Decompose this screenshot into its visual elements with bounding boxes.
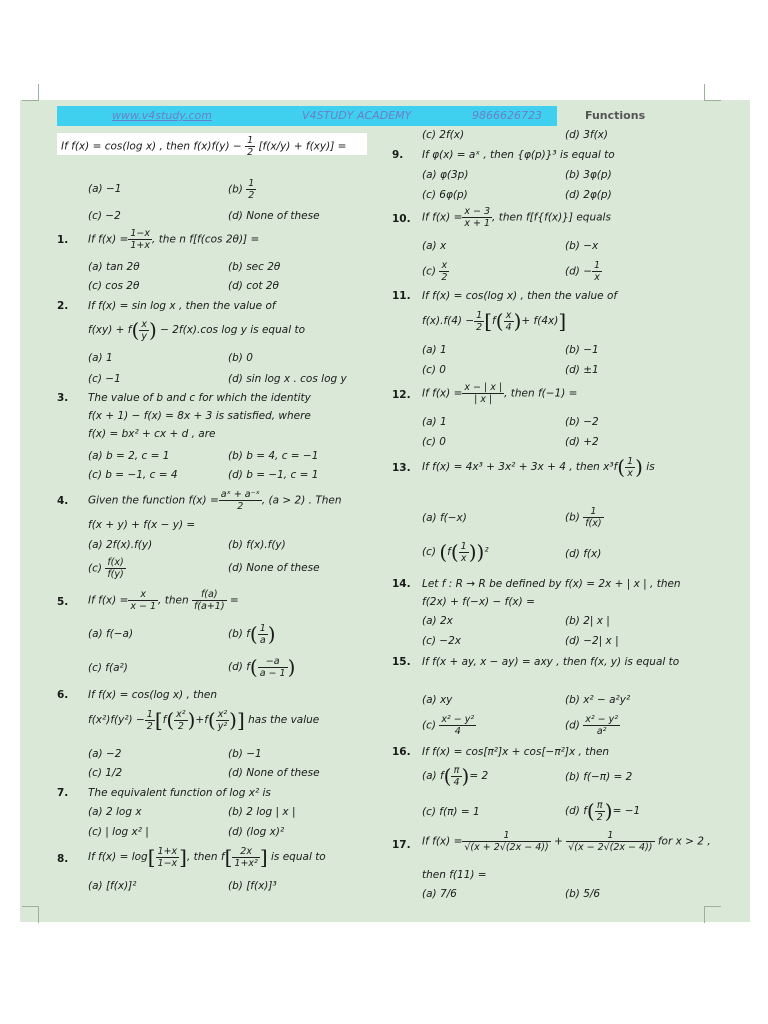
option-d[interactable]: (d) 2φ(p)	[565, 189, 612, 201]
option-c[interactable]: (c) −1	[88, 373, 121, 385]
phone-number: 9866626723	[472, 109, 542, 122]
option-c[interactable]: (c) −2	[88, 210, 121, 222]
question-3-line2: f(x + 1) − f(x) = 8x + 3 is satisfied, where	[88, 410, 311, 422]
option-b[interactable]: (b) −x	[565, 240, 599, 252]
question-5: If f(x) = $\frac{x}{x - 1}$ , then $\frac{f(a)}{f(a+1)}$ =	[88, 589, 239, 612]
academy-name: V4STUDY ACADEMY	[302, 109, 412, 122]
question-11: If f(x) = cos(log x) , then the value of	[422, 290, 618, 302]
question-9: If φ(x) = aˣ , then {φ(p)}³ is equal to	[422, 149, 615, 161]
option-d[interactable]: (d) (log x)²	[228, 826, 285, 838]
question-12: If f(x) = $\frac{x - | x |}{| x |}$ , then f(−1) =	[422, 382, 578, 405]
option-c[interactable]: (c) f(π) = 1	[422, 806, 480, 818]
question-number: 11.	[392, 290, 411, 302]
question-6: If f(x) = cos(log x) , then	[88, 689, 218, 701]
option-b[interactable]: (b) 2 log | x |	[228, 806, 296, 818]
question-3: The value of b and c for which the identity	[88, 392, 311, 404]
option-b[interactable]: (b) x² − a²y²	[565, 694, 631, 706]
question-8: If f(x) = log[ $\frac{1+x}{1-x}$ ], then f[ $\frac{2x}{\text{1+x²}}$ ] is equal to	[88, 845, 326, 869]
option-c[interactable]: (c) | log x² |	[88, 826, 149, 838]
question-number: 5.	[57, 596, 69, 608]
option-d[interactable]: (d) $\frac{\text{x² − y²}}{\text{a²}}$	[565, 714, 619, 737]
option-a[interactable]: (a) −2	[88, 748, 122, 760]
question-13: If f(x) = 4x³ + 3x² + 3x + 4 , then x³f( $\frac{1}{x}$ ) is	[422, 455, 655, 479]
option-d[interactable]: (d) sin log x . cos log y	[228, 373, 347, 385]
option-c[interactable]: (c) −2x	[422, 635, 461, 647]
option-a[interactable]: (a) 2f(x).f(y)	[88, 539, 153, 551]
question-number: 17.	[392, 839, 411, 851]
question-15: If f(x + ay, x − ay) = axy , then f(x, y) is equal to	[422, 656, 680, 668]
option-a[interactable]: (a) tan 2θ	[88, 261, 140, 273]
option-b[interactable]: (b) −1	[228, 748, 262, 760]
question-4: Given the function f(x) = $\frac{\text{aˣ + a⁻ˣ}}{2}$ , (a > 2) . Then	[88, 489, 342, 512]
question-number: 14.	[392, 578, 411, 590]
question-number: 3.	[57, 392, 69, 404]
question-6-line2: f(x²)f(y²) − $\frac{1}{2}$ [f( $\frac{\text{x²}}{2}$ )+f( $\frac{\text{x²}}{\text{y²}}$ )] has the value	[88, 708, 320, 732]
crop-mark	[22, 906, 39, 923]
option-c[interactable]: (c) $\frac{f(x)}{f(y)}$	[88, 557, 124, 580]
option-d[interactable]: (d) ±1	[565, 364, 599, 376]
option-b[interactable]: (b) f(−π) = 2	[565, 771, 633, 783]
option-a[interactable]: (a) 1	[422, 416, 447, 428]
option-d[interactable]: (d) − $\frac{1}{x}$	[565, 260, 601, 283]
option-a[interactable]: (a) x	[422, 240, 447, 252]
option-b[interactable]: (b) −2	[565, 416, 599, 428]
crop-mark	[704, 84, 721, 101]
option-a[interactable]: (a) 7/6	[422, 888, 457, 900]
option-c[interactable]: (c) 2f(x)	[422, 129, 465, 141]
option-c[interactable]: (c) (f( $\frac{1}{x}$ ))²	[422, 540, 489, 564]
option-b[interactable]: (b) 3φ(p)	[565, 169, 612, 181]
option-c[interactable]: (c) $\frac{x}{2}$	[422, 260, 448, 283]
option-b[interactable]: (b) 2| x |	[565, 615, 610, 627]
option-a[interactable]: (a) f(−a)	[88, 628, 134, 640]
option-b[interactable]: (b) f(x).f(y)	[228, 539, 286, 551]
option-a[interactable]: (a) [f(x)]²	[88, 880, 137, 892]
question-number: 9.	[392, 149, 404, 161]
option-c[interactable]: (c) $\frac{\text{x² − y²}}{4}$	[422, 714, 475, 737]
option-d[interactable]: (d) cot 2θ	[228, 280, 279, 292]
question-number: 8.	[57, 853, 69, 865]
question-2-line2: f(xy) + f( $\frac{x}{y}$ ) − 2f(x).cos log y is equal to	[88, 318, 305, 342]
question-number: 6.	[57, 689, 69, 701]
option-c[interactable]: (c) cos 2θ	[88, 280, 140, 292]
option-d[interactable]: (d) 3f(x)	[565, 129, 608, 141]
option-b[interactable]: (b) 0	[228, 352, 253, 364]
option-d[interactable]: (d) f( $\frac{\pi}{2}$ )= −1	[565, 799, 641, 823]
crop-mark	[22, 84, 39, 101]
option-d[interactable]: (d) −2| x |	[565, 635, 619, 647]
option-a[interactable]: (a) −1	[88, 183, 122, 195]
question-7: The equivalent function of log x² is	[88, 787, 271, 799]
question-1: If f(x) = $\frac{1-x}{1+x}$ , the n f[f(cos 2θ)] =	[88, 228, 260, 251]
option-b[interactable]: (b) −1	[565, 344, 599, 356]
topic-title: Functions	[585, 109, 646, 122]
question-number: 10.	[392, 213, 411, 225]
option-a[interactable]: (a) 2x	[422, 615, 453, 627]
question-17: If f(x) = $\frac{1}{√(x + 2√(2x - 4))}$ + $\frac{1}{√(x - 2√(2x - 4))}$ for x > 2 ,	[422, 830, 711, 853]
question-0: If f(x) = cos(log x) , then f(x)f(y) − $\frac{1}{2}$ [f(x/y) + f(xy)] =	[57, 133, 367, 155]
option-b[interactable]: (b) 5/6	[565, 888, 601, 900]
option-c[interactable]: (c) 1/2	[88, 767, 123, 779]
option-c[interactable]: (c) f(a²)	[88, 662, 128, 674]
question-number: 15.	[392, 656, 411, 668]
option-b[interactable]: (b) sec 2θ	[228, 261, 281, 273]
question-11-line2: f(x).f(4) − $\frac{1}{2}$ [f( $\frac{x}{4}$ )+ f(4x)]	[422, 309, 567, 333]
option-d[interactable]: (d) f( $\frac{-a}{a - 1}$ )	[228, 655, 296, 679]
option-a[interactable]: (a) 2 log x	[88, 806, 142, 818]
header-bar	[57, 106, 557, 126]
question-4-line2: f(x + y) + f(x − y) =	[88, 519, 196, 531]
option-c[interactable]: (c) 0	[422, 436, 446, 448]
option-a[interactable]: (a) 1	[422, 344, 447, 356]
option-d[interactable]: (d) b = −1, c = 1	[228, 469, 319, 481]
option-b[interactable]: (b) [f(x)]³	[228, 880, 277, 892]
option-c[interactable]: (c) 0	[422, 364, 446, 376]
option-a[interactable]: (a) φ(3p)	[422, 169, 469, 181]
option-d[interactable]: (d) None of these	[228, 210, 320, 222]
question-number: 7.	[57, 787, 69, 799]
question-3-line3: f(x) = bx² + cx + d , are	[88, 428, 216, 440]
option-d[interactable]: (d) None of these	[228, 767, 320, 779]
option-c[interactable]: (c) b = −1, c = 4	[88, 469, 178, 481]
question-number: 4.	[57, 495, 69, 507]
question-number: 12.	[392, 389, 411, 401]
question-number: 1.	[57, 234, 69, 246]
question-number: 16.	[392, 746, 411, 758]
option-a[interactable]: (a) f( $\frac{\pi}{4}$ )= 2	[422, 764, 489, 788]
option-b[interactable]: (b) $\frac{1}{2}$	[228, 178, 255, 201]
option-d[interactable]: (d) None of these	[228, 562, 320, 574]
option-d[interactable]: (d) f(x)	[565, 548, 602, 560]
question-10: If f(x) = $\frac{x - 3}{x + 1}$ , then f[f{f(x)}] equals	[422, 206, 611, 229]
question-17-line2: then f(11) =	[422, 869, 487, 881]
question-number: 2.	[57, 300, 69, 312]
question-number: 13.	[392, 462, 411, 474]
crop-mark	[704, 906, 721, 923]
option-a[interactable]: (a) 1	[88, 352, 113, 364]
option-b[interactable]: (b) b = 4, c = −1	[228, 450, 319, 462]
question-14-line2: f(2x) + f(−x) − f(x) =	[422, 596, 535, 608]
question-2: If f(x) = sin log x , then the value of	[88, 300, 276, 312]
option-d[interactable]: (d) +2	[565, 436, 599, 448]
website-link[interactable]: www.v4study.com	[112, 109, 212, 122]
option-a[interactable]: (a) xy	[422, 694, 453, 706]
option-b[interactable]: (b) f( $\frac{1}{a}$ )	[228, 622, 276, 646]
option-b[interactable]: (b) $\frac{1}{f(x)}$	[565, 506, 602, 529]
question-16: If f(x) = cos[π²]x + cos[−π²]x , then	[422, 746, 610, 758]
option-a[interactable]: (a) b = 2, c = 1	[88, 450, 170, 462]
option-c[interactable]: (c) 6φ(p)	[422, 189, 468, 201]
question-14: Let f : R → R be defined by f(x) = 2x + | x | , then	[422, 578, 681, 590]
option-a[interactable]: (a) f(−x)	[422, 512, 467, 524]
